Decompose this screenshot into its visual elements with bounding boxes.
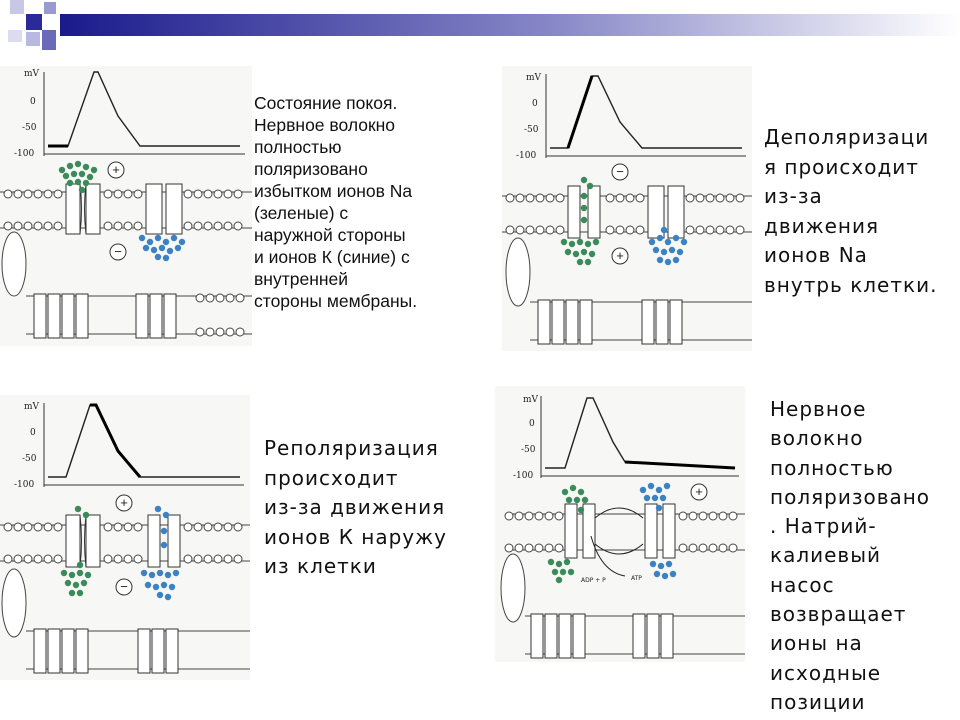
deco-square	[44, 2, 56, 14]
sodium-channel	[66, 515, 100, 567]
panel-repolarization-diagram	[0, 395, 250, 680]
cell-body	[501, 554, 525, 622]
caption-resting: Состояние покоя. Нервное волокно полностью поляризовано избытком ионов Na (зеленые) с наружной стороны и ионов К (синие) с внутренней стороны мембраны.	[254, 93, 418, 311]
axis-tick-label: -100	[516, 151, 537, 161]
axis-tick-label: 0	[532, 99, 538, 109]
potassium-ion-cluster	[139, 235, 185, 261]
action-potential-curve-highlight	[90, 405, 140, 477]
charge-sign: +	[695, 484, 703, 499]
deco-square	[8, 30, 22, 42]
charge-sign: +	[120, 495, 128, 510]
deco-square	[42, 30, 56, 50]
potassium-channel-open	[148, 515, 180, 567]
adp-label: ADP + P	[581, 577, 606, 584]
caption-pump: Нервное волокно полностью поляризовано . Натрий- калиевый насос возвращает ионы на исходные позиции	[770, 397, 931, 714]
caption-depolarization: Деполяризаци я происходит из-за движения ионов Na внутрь клетки.	[764, 125, 938, 297]
action-potential-curve-highlight	[625, 462, 735, 468]
cell-body	[2, 569, 26, 637]
axis-unit-label: mV	[526, 73, 542, 83]
axis-tick-label: -50	[521, 445, 536, 455]
membrane-upper	[505, 512, 745, 552]
axis-tick-label: -50	[22, 123, 37, 133]
action-potential-curve	[48, 72, 240, 146]
axis-tick-label: 0	[529, 419, 535, 429]
action-potential-curve	[545, 398, 735, 468]
charge-sign: −	[120, 579, 128, 594]
charge-sign: +	[112, 162, 120, 177]
membrane-upper	[502, 194, 752, 234]
slide-decoration	[0, 0, 960, 60]
axis-unit-label: mV	[24, 69, 40, 79]
charge-sign: −	[114, 244, 122, 259]
atp-label: ATP	[631, 575, 642, 582]
pump-arrows	[591, 508, 643, 576]
panel-pump-diagram	[495, 386, 745, 662]
deco-square	[26, 14, 42, 30]
cell-body	[2, 232, 26, 296]
action-potential-curve-highlight	[568, 76, 592, 148]
axis-tick-label: -100	[14, 480, 35, 490]
membrane-lower	[26, 294, 252, 338]
deco-square	[26, 32, 40, 46]
charge-sign: −	[616, 164, 624, 179]
caption-repolarization: Реполяризация происходит из-за движения ионов К наружу из клетки	[264, 436, 447, 578]
membrane-lower	[525, 614, 745, 658]
membrane-lower	[26, 629, 250, 673]
membrane-upper	[0, 190, 252, 230]
action-potential-curve	[48, 405, 240, 477]
panel-resting-diagram	[0, 66, 252, 346]
membrane-lower	[530, 300, 752, 344]
axis-tick-label: -50	[524, 125, 539, 135]
axis-unit-label: mV	[523, 395, 539, 405]
panel-depolarization-diagram	[502, 66, 752, 351]
cell-body	[506, 238, 530, 306]
axis-unit-label: mV	[24, 402, 40, 412]
axis-tick-label: -50	[22, 454, 37, 464]
axis-tick-label: -100	[513, 471, 534, 481]
axis-tick-label: -100	[14, 149, 35, 159]
charge-sign: +	[616, 248, 624, 263]
axis-tick-label: 0	[30, 428, 36, 438]
deco-square	[10, 0, 24, 14]
membrane-upper	[0, 523, 250, 563]
title-bar	[60, 14, 960, 36]
axis-tick-label: 0	[30, 97, 36, 107]
